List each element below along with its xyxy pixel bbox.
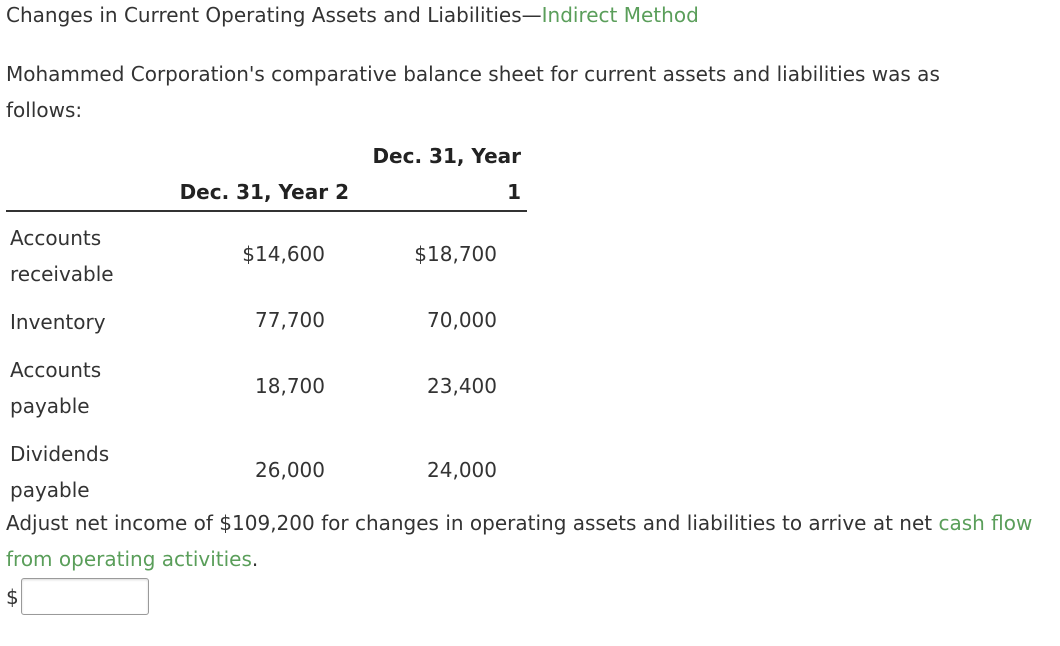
year2-value: $14,600 xyxy=(242,242,325,266)
year1-column-header: Dec. 31, Year 1 xyxy=(355,134,527,211)
title-text: Changes in Current Operating Assets and Liabilities— xyxy=(6,3,542,27)
cash-flow-link[interactable]: cash flow from operating activities xyxy=(6,511,1033,571)
year2-column-header: Dec. 31, Year 2 xyxy=(156,134,355,211)
row-label: Dividends payable xyxy=(10,442,110,502)
question-paragraph xyxy=(6,505,1046,577)
table-row xyxy=(6,344,527,428)
question-end: . xyxy=(251,547,259,571)
year2-value: 77,700 xyxy=(255,308,325,332)
year1-value: 23,400 xyxy=(427,374,497,398)
answer-input[interactable] xyxy=(21,578,149,615)
year1-value: 70,000 xyxy=(427,308,497,332)
table-row xyxy=(6,428,527,512)
year1-value: $18,700 xyxy=(414,242,497,266)
table-row xyxy=(6,296,527,344)
label-column-header xyxy=(6,134,156,211)
indirect-method-link[interactable]: Indirect Method xyxy=(541,3,699,27)
intro-paragraph: Mohammed Corporation's comparative balance sheet for current assets and liabilities was as follows: xyxy=(6,62,940,122)
currency-symbol: $ xyxy=(6,584,19,609)
year2-value: 26,000 xyxy=(255,458,325,482)
balance-sheet-table xyxy=(6,134,527,512)
year2-value: 18,700 xyxy=(255,374,325,398)
table-row xyxy=(6,211,527,296)
row-label: Accounts payable xyxy=(10,358,102,418)
year1-value: 24,000 xyxy=(427,458,497,482)
page-title xyxy=(6,2,699,28)
question-text: Adjust net income of $109,200 for changes in operating assets and liabilities to arrive at net xyxy=(6,511,939,535)
row-label: Inventory xyxy=(10,310,106,334)
answer-row xyxy=(6,578,149,615)
table-header-row xyxy=(6,134,527,211)
row-label: Accounts receivable xyxy=(10,226,114,286)
